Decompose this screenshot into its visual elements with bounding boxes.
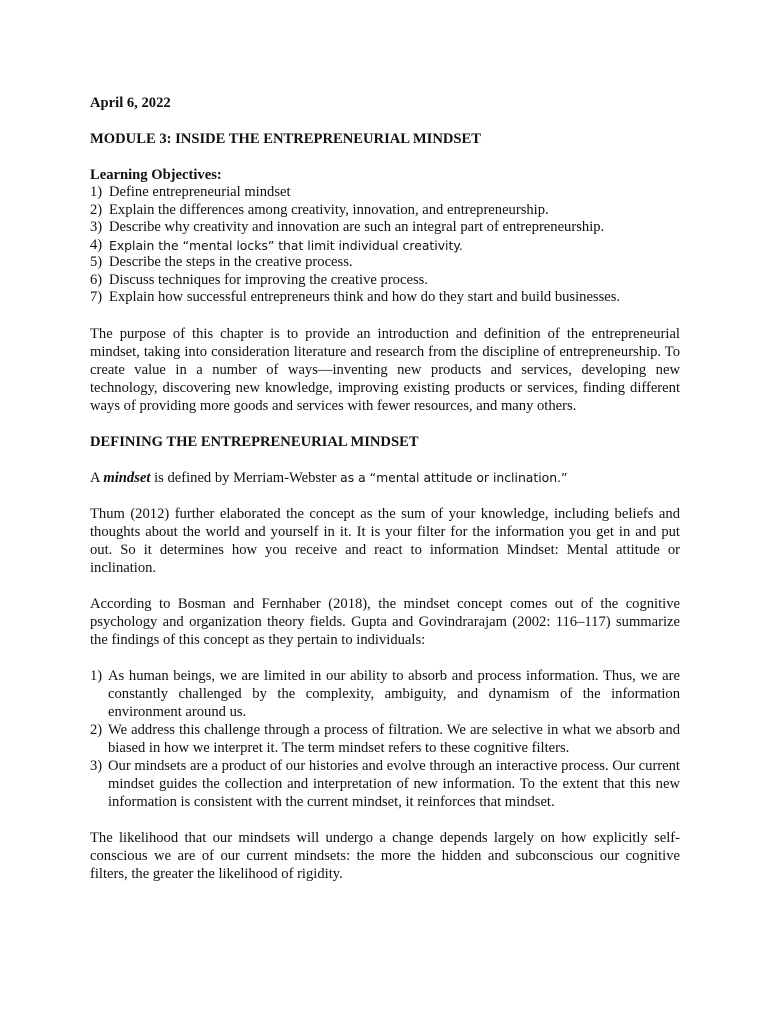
intro-paragraph: The purpose of this chapter is to provide an introduction and definition of the entrepreneurial mindset, taking into consideration literature and research from the discipline of entrepreneurship. To create value in a number of ways—inventing new products and services, developing new technology, discovering new knowledge, improving existing products or services, finding different ways of providing more goods and services with fewer resources, and many others.	[90, 325, 680, 414]
thum-paragraph: Thum (2012) further elaborated the concept as the sum of your knowledge, including beliefs and thoughts about the world and yourself in it. It is your filter for the information you get in and put out. So it determines how you receive and react to information Mindset: Mental attitude or inclination.	[90, 505, 680, 576]
module-title: MODULE 3: INSIDE THE ENTREPRENEURIAL MINDSET	[90, 131, 481, 147]
objective-item	[90, 219, 680, 237]
objective-number: 2)	[90, 201, 103, 218]
objective-item	[90, 289, 680, 307]
learning-objectives-heading: Learning Objectives:	[90, 167, 222, 183]
finding-text: Our mindsets are a product of our histories and evolve through an interactive process. Our current mindset guides the collection and interpretation of new information. To the extent that this new information is consistent with the current mindset, it reinforces that mindset.	[108, 757, 680, 810]
objective-item	[90, 184, 680, 202]
objective-item	[90, 237, 680, 255]
finding-text: We address this challenge through a process of filtration. We are selective in what we absorb and biased in how we interpret it. The term mindset refers to these cognitive filters.	[108, 721, 680, 756]
objective-text: Describe why creativity and innovation are such an integral part of entrepreneurship.	[109, 219, 605, 235]
objective-item	[90, 254, 680, 272]
objective-text: Define entrepreneurial mindset	[109, 184, 291, 200]
definition-quote: as a “mental attitude or inclination.”	[340, 469, 568, 485]
defining-mindset-heading: DEFINING THE ENTREPRENEURIAL MINDSET	[90, 433, 419, 450]
definition-source: is defined by Merriam-Webster	[150, 469, 341, 486]
findings-list	[90, 667, 680, 811]
definition-prefix: A	[90, 469, 104, 486]
objective-number: 3)	[90, 219, 103, 235]
objective-text: Describe the steps in the creative process.	[109, 254, 353, 270]
mindset-definition	[90, 469, 680, 487]
objective-number: 4)	[90, 236, 103, 253]
finding-number: 3)	[90, 757, 103, 774]
objective-number: 6)	[90, 271, 103, 288]
document-date: April 6, 2022	[90, 95, 171, 111]
objective-text: Explain how successful entrepreneurs think and how do they start and build businesses.	[109, 289, 621, 305]
bosman-paragraph: According to Bosman and Fernhaber (2018), the mindset concept comes out of the cognitive psychology and organization theory fields. Gupta and Govindrarajam (2002: 116–117) summarize the findings of this concept as they pertain to individuals:	[90, 595, 680, 648]
objective-number: 7)	[90, 289, 103, 305]
objective-item	[90, 202, 680, 220]
objective-number: 1)	[90, 184, 103, 200]
finding-number: 1)	[90, 667, 103, 684]
objective-text: Explain the “mental locks” that limit individual creativity.	[109, 237, 463, 253]
learning-objectives-list	[90, 184, 680, 307]
finding-item	[90, 667, 680, 721]
document-page	[90, 94, 680, 901]
objective-text: Discuss techniques for improving the creative process.	[109, 271, 428, 288]
objective-text: Explain the differences among creativity, innovation, and entrepreneurship.	[109, 201, 549, 218]
finding-item	[90, 721, 680, 757]
finding-item	[90, 757, 680, 811]
objective-number: 5)	[90, 254, 103, 270]
objective-item	[90, 272, 680, 290]
finding-text: As human beings, we are limited in our ability to absorb and process information. Thus, we are constantly challenged by the complexity, ambiguity, and dynamism of the information environment around us.	[108, 667, 680, 720]
definition-term: mindset	[103, 469, 151, 486]
finding-number: 2)	[90, 721, 103, 738]
closing-paragraph: The likelihood that our mindsets will undergo a change depends largely on how explicitly self-conscious we are of our current mindsets: the more the hidden and subconscious our cognitive filters, the greater the likelihood of rigidity.	[90, 829, 680, 882]
